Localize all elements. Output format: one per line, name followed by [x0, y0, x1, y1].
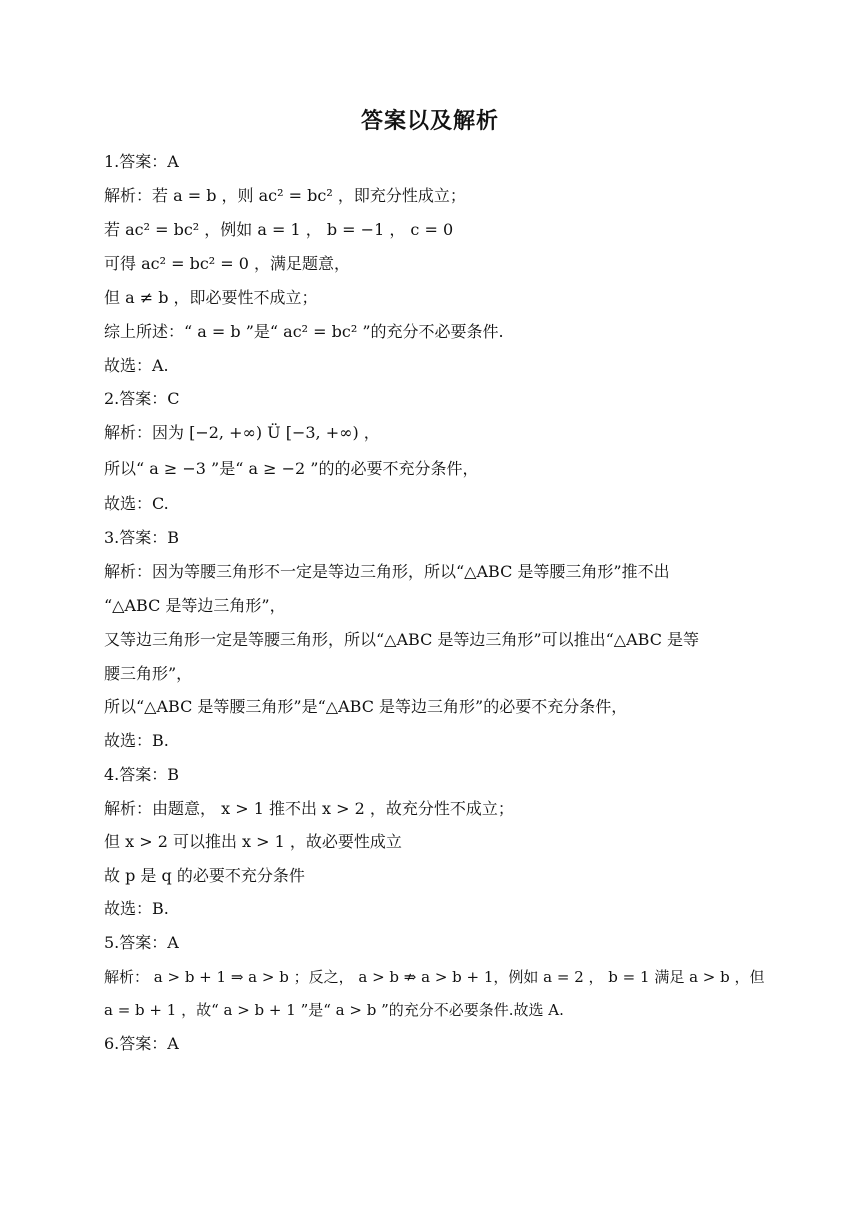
- page-title: 答案以及解析: [360, 109, 499, 134]
- text-line: 可得 ac² = bc² = 0 ，满足题意，: [104, 254, 351, 273]
- text-line: 所以“ a ≥ −3 ”是“ a ≥ −2 ”的的必要不充分条件，: [104, 459, 479, 478]
- text-line: 故选：C.: [104, 494, 169, 513]
- text-line: 解析： a > b + 1 ⇒ a > b ；反之， a > b ⇏ a > b + 1，例如 a = 2 ， b = 1 满足 a > b ，但: [104, 968, 765, 986]
- text-line: a = b + 1 ，故“ a > b + 1 ”是“ a > b ”的充分不必要条件.故选 A.: [104, 1001, 564, 1019]
- text-line: 5.答案：A: [104, 933, 179, 952]
- text-line: 3.答案：B: [104, 528, 180, 547]
- text-line: 4.答案：B: [104, 765, 180, 784]
- text-line: 2.答案：C: [104, 389, 180, 408]
- text-line: 若 ac² = bc² ，例如 a = 1 ， b = −1 ， c = 0: [104, 220, 454, 239]
- text-line: 解析：因为等腰三角形不一定是等边三角形，所以“△ABC 是等腰三角形”推不出: [104, 562, 670, 581]
- text-line: 所以“△ABC 是等腰三角形”是“△ABC 是等边三角形”的必要不充分条件，: [104, 697, 628, 716]
- text-line: 故 p 是 q 的必要不充分条件: [104, 866, 305, 885]
- text-line: “△ABC 是等边三角形”，: [104, 596, 286, 615]
- text-line: 故选：B.: [104, 899, 169, 918]
- text-line: 又等边三角形一定是等腰三角形，所以“△ABC 是等边三角形”可以推出“△ABC 是等: [104, 630, 700, 649]
- text-line: 1.答案：A: [104, 152, 179, 171]
- text-line: 但 a ≠ b ，即必要性不成立；: [104, 288, 318, 307]
- text-line: 腰三角形”，: [104, 664, 193, 683]
- text-line: 解析：由题意， x > 1 推不出 x > 2 ，故充分性不成立；: [104, 799, 514, 818]
- text-line: 解析：若 a = b ，则 ac² = bc² ，即充分性成立；: [104, 186, 466, 205]
- text-line: 故选：A.: [104, 356, 169, 375]
- text-line: 解析：因为 [−2, +∞) Ü [−3, +∞) ，: [104, 423, 380, 442]
- text-line: 故选：B.: [104, 731, 169, 750]
- text-line: 6.答案：A: [104, 1034, 179, 1053]
- text-line: 综上所述：“ a = b ”是“ ac² = bc² ”的充分不必要条件.: [104, 322, 504, 341]
- text-line: 但 x > 2 可以推出 x > 1 ，故必要性成立: [104, 832, 402, 851]
